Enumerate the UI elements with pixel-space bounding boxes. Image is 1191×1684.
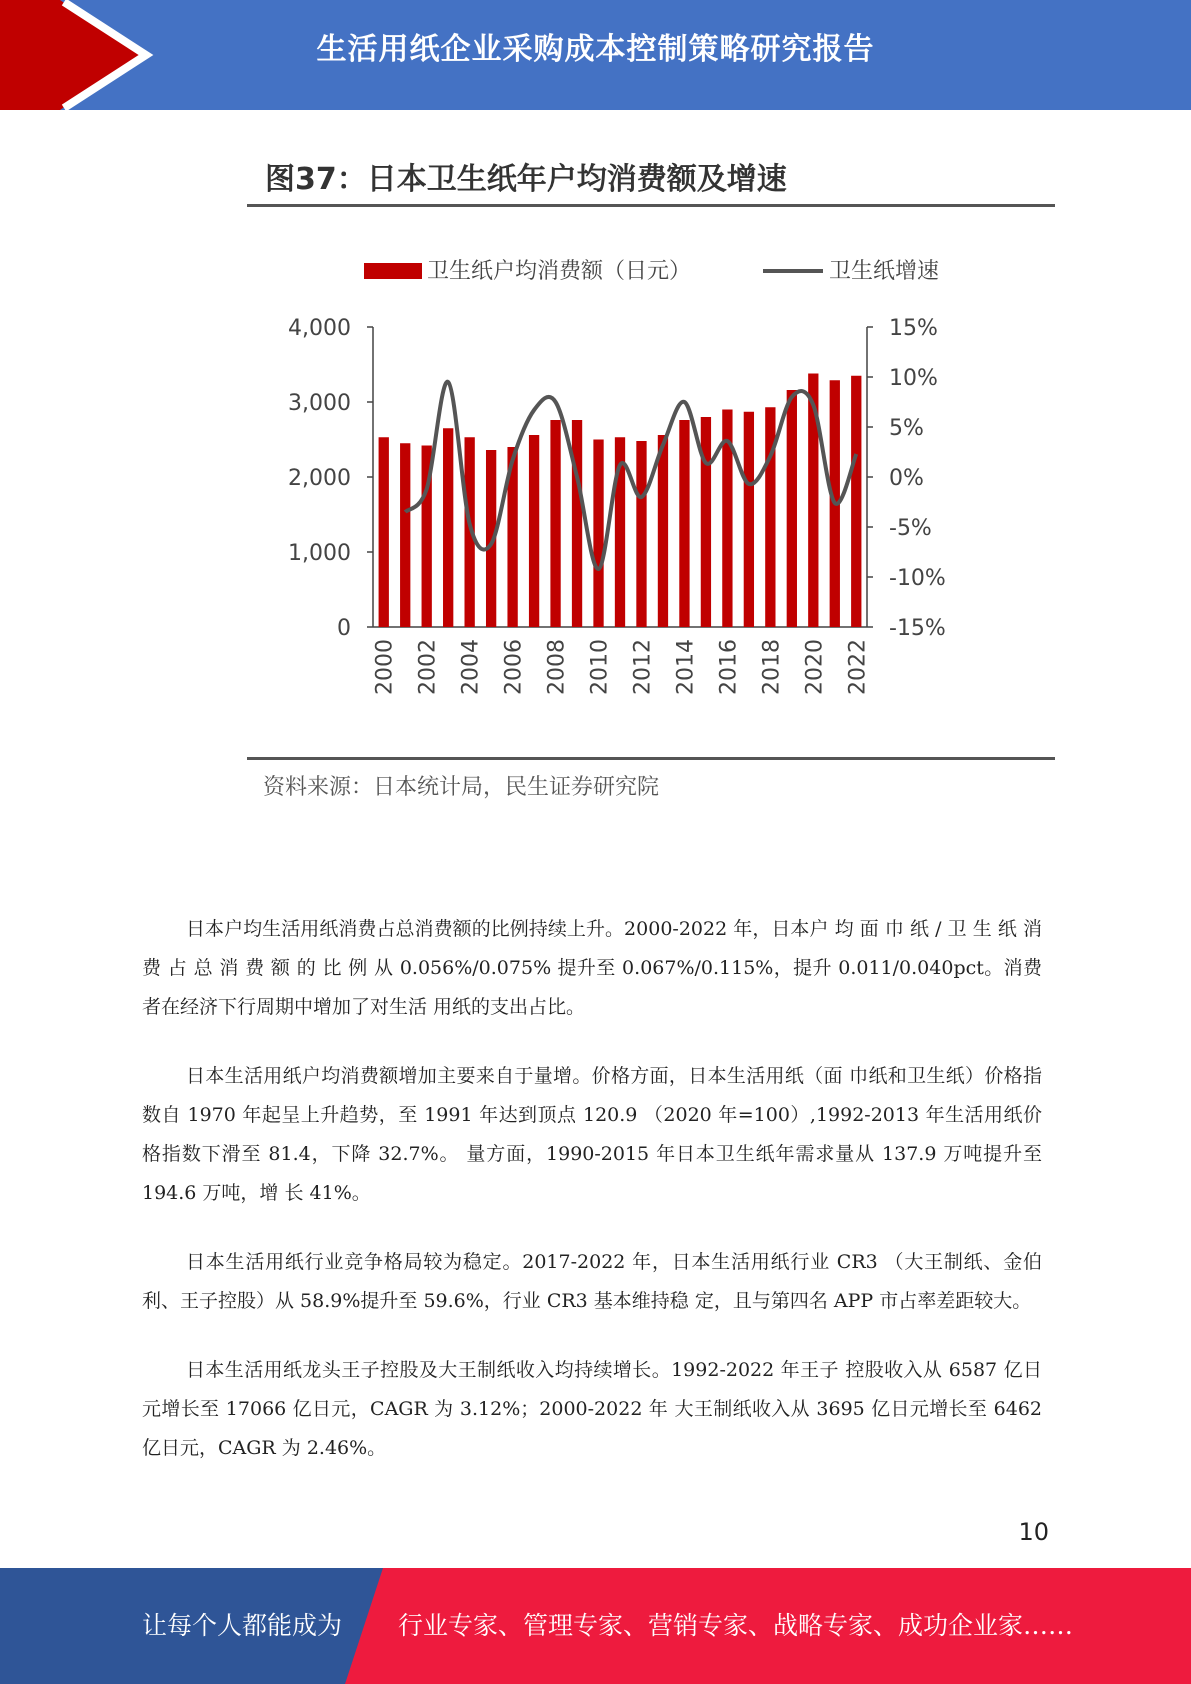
bar	[765, 407, 775, 627]
bar	[400, 443, 410, 627]
figure-title: 图37：日本卫生纸年户均消费额及增速	[265, 162, 787, 197]
x-tick-label: 2012	[630, 639, 656, 695]
legend-swatch-bar	[364, 263, 422, 279]
document-title: 生活用纸企业采购成本控制策略研究报告	[316, 32, 875, 67]
y-right-tick-label: 0%	[889, 466, 924, 491]
y-right-tick-label: 5%	[889, 416, 924, 441]
y-right-tick-label: 10%	[889, 366, 938, 391]
page-header	[0, 0, 1191, 110]
x-tick-label: 2018	[759, 639, 785, 695]
bar	[787, 390, 797, 627]
y-left-tick-label: 4,000	[288, 316, 351, 341]
x-tick-label: 2006	[501, 639, 527, 695]
legend-label-bar: 卫生纸户均消费额（日元）	[427, 259, 692, 284]
figure-source: 资料来源：日本统计局，民生证券研究院	[263, 775, 660, 800]
figure-37	[247, 150, 1055, 801]
x-tick-label: 2020	[802, 639, 828, 695]
y-left-tick-label: 0	[337, 616, 351, 641]
paragraph: 日本生活用纸龙头王子控股及大王制纸收入均持续增长。1992-2022 年王子 控股收入从 6587 亿日元增长至 17066 亿日元，CAGR 为 3.12%；2000-2022 年 大王制纸收入从 3695 亿日元增长至 6462 亿日元，CAGR 为 2.46%。	[142, 1359, 1042, 1459]
paragraph: 日本生活用纸行业竞争格局较为稳定。2017-2022 年，日本生活用纸行业 CR3 （大王制纸、金伯利、王子控股）从 58.9%提升至 59.6%，行业 CR3 基本维持稳 定，且与第四名 APP 市占率差距较大。	[142, 1251, 1042, 1312]
paragraph: 日本户均生活用纸消费占总消费额的比例持续上升。2000-2022 年，日本户 均 面 巾 纸 / 卫 生 纸 消 费 占 总 消 费 额 的 比 例 从 0.056%/0.075% 提升至 0.067%/0.115%，提升 0.011/0.040pct。消费者在经济下行周期中增加了对生活 用纸的支出占比。	[142, 918, 1042, 1018]
x-tick-label: 2014	[673, 639, 699, 695]
x-tick-label: 2022	[845, 639, 871, 695]
x-tick-label: 2004	[458, 639, 484, 695]
y-left-tick-label: 1,000	[288, 541, 351, 566]
bar	[529, 435, 539, 627]
page-number: 10	[1018, 1518, 1049, 1546]
x-tick-label: 2000	[372, 639, 398, 695]
x-tick-label: 2010	[587, 639, 613, 695]
bar	[572, 420, 582, 627]
page-footer	[0, 1568, 1191, 1684]
bar	[593, 440, 603, 628]
bar	[679, 420, 689, 627]
bar	[744, 412, 754, 627]
bar	[701, 417, 711, 627]
footer-slogan-left: 让每个人都能成为	[142, 1611, 343, 1640]
y-right-tick-label: 15%	[889, 316, 938, 341]
bar	[379, 437, 389, 627]
footer-slogan-right: 行业专家、管理专家、营销专家、战略专家、成功企业家……	[398, 1611, 1074, 1640]
x-tick-label: 2008	[544, 639, 570, 695]
bar	[443, 428, 453, 627]
y-right-tick-label: -15%	[889, 616, 946, 641]
bar	[658, 435, 668, 627]
bar	[636, 441, 646, 627]
legend-label-line: 卫生纸增速	[829, 259, 940, 284]
x-tick-label: 2016	[716, 639, 742, 695]
chart-canvas	[247, 207, 1055, 757]
bar	[550, 420, 560, 627]
paragraph: 日本生活用纸户均消费额增加主要来自于量增。价格方面，日本生活用纸（面 巾纸和卫生纸）价格指数自 1970 年起呈上升趋势，至 1991 年达到顶点 120.9 （2020 年=100）,1992-2013 年生活用纸价格指数下滑至 81.4，下降 32.7%。 量方面，1990-2015 年日本卫生纸年需求量从 137.9 万吨提升至 194.6 万吨，增 长 41%。	[142, 1065, 1042, 1204]
y-left-tick-label: 3,000	[288, 391, 351, 416]
bar	[851, 376, 861, 627]
body-text	[142, 910, 1042, 1498]
x-tick-label: 2002	[415, 639, 441, 695]
y-right-tick-label: -10%	[889, 566, 946, 591]
y-right-tick-label: -5%	[889, 516, 932, 541]
y-left-tick-label: 2,000	[288, 466, 351, 491]
